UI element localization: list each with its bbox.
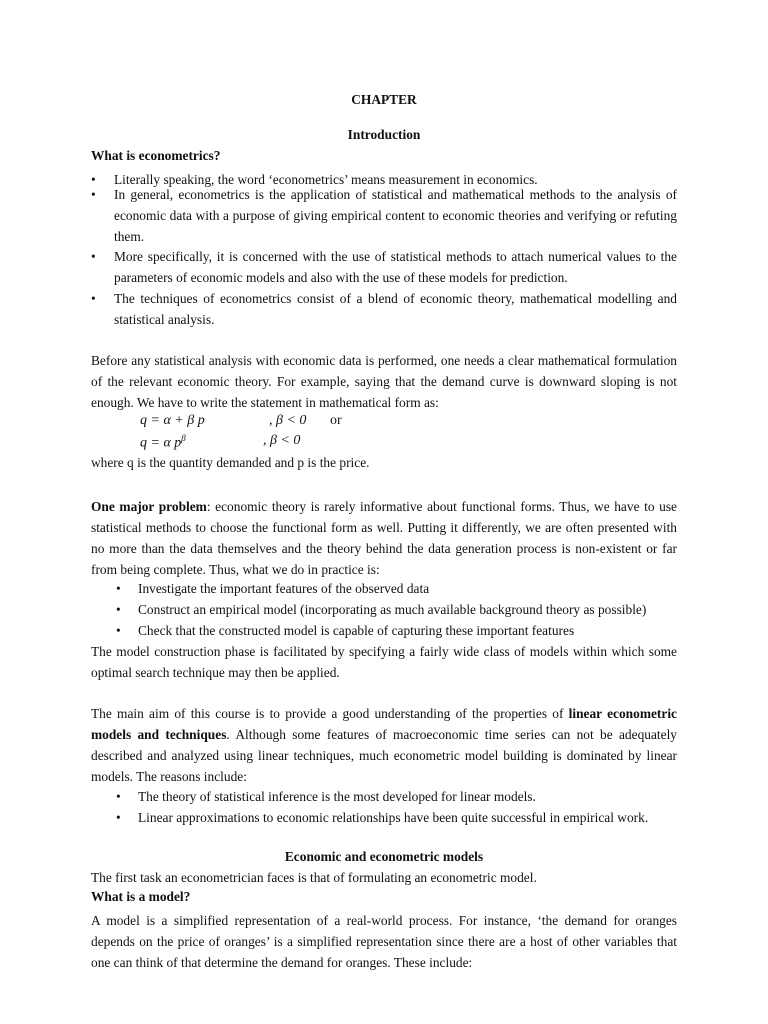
- main-aim-text-end: . Although some features of macroeconomic time series can not be adequately described and analyzed using linear techniques, much econometric model building is dominated by linear models. The reasons include:: [91, 727, 677, 784]
- paragraph-formulation: Before any statistical analysis with economic data is performed, one needs a clear mathematical formulation of the relevant economic theory. For example, saying that the demand curve is downward sloping is not enough. We have to write the statement in mathematical form as:: [91, 353, 677, 410]
- equation-power-base: q = α p: [140, 435, 182, 451]
- major-problem-text: : economic theory is rarely informative about functional forms. Thus, we have to use statistical methods to choose the functional form as well. Putting it differently, we are often presented with no more than the data themselves and the theory behind the data generation process is non-existent or far from being complete. Thus, what we do in practice is:: [91, 499, 677, 577]
- bullet-glyph: •: [91, 249, 96, 264]
- paragraph-first-task: The first task an econometrician faces is that of formulating an econometric model.: [91, 870, 537, 885]
- main-aim-text-start: The main aim of this course is to provide a good understanding of the properties of: [91, 706, 569, 721]
- question-what-is-a-model: What is a model?: [91, 889, 191, 904]
- equation-linear-expression: q = α + β p: [140, 413, 205, 428]
- bullet-glyph: •: [116, 581, 121, 596]
- major-problem-label: One major problem: [91, 499, 207, 514]
- section-heading-models: Economic and econometric models: [284, 849, 484, 864]
- introduction-heading: Introduction: [347, 127, 421, 142]
- bullet-glyph: •: [91, 187, 96, 202]
- bullet-glyph: •: [116, 789, 121, 804]
- equation-power-exponent: β: [181, 433, 186, 443]
- list-item-text: Check that the constructed model is capable of capturing these important features: [138, 623, 575, 638]
- equation-or: or: [330, 413, 342, 428]
- list-item-text: Construct an empirical model (incorporating as much available background theory as possible): [138, 602, 647, 617]
- paragraph-where: where q is the quantity demanded and p is the price.: [91, 455, 370, 470]
- bullet-glyph: •: [116, 623, 121, 638]
- list-item-text: Literally speaking, the word ‘econometrics’ means measurement in economics.: [114, 172, 538, 187]
- list-item-text: The techniques of econometrics consist of a blend of economic theory, mathematical modelling and statistical analysis.: [114, 291, 677, 327]
- list-item-text: In general, econometrics is the application of statistical and mathematical methods to the analysis of economic data with a purpose of giving empirical content to economic theories and verifying or refuting them.: [114, 187, 677, 244]
- paragraph-model-definition: A model is a simplified representation of a real-world process. For instance, ‘the demand for oranges depends on the price of oranges’ is a simplified representation since there are a host of other variables that one can think of that determine the demand for oranges. These include:: [91, 913, 677, 970]
- list-item-text: More specifically, it is concerned with the use of statistical methods to attach numerical values to the parameters of economic models and also with the use of these models for prediction.: [114, 249, 677, 285]
- bullet-glyph: •: [116, 602, 121, 617]
- equation-power-expression: [140, 433, 186, 452]
- chapter-heading: CHAPTER: [351, 92, 417, 107]
- equation-linear-condition: , β < 0: [269, 413, 307, 428]
- paragraph-major-problem: [91, 496, 677, 580]
- main-aim-bold: linear econometric models and techniques: [91, 706, 677, 742]
- list-item-text: The theory of statistical inference is the most developed for linear models.: [138, 789, 536, 804]
- bullet-glyph: •: [91, 291, 96, 306]
- question-what-is-econometrics: What is econometrics?: [91, 148, 221, 163]
- paragraph-model-construction: The model construction phase is facilitated by specifying a fairly wide class of models within which some optimal search technique may then be applied.: [91, 644, 677, 680]
- list-item-text: Investigate the important features of the observed data: [138, 581, 430, 596]
- equation-power-condition: , β < 0: [263, 433, 301, 448]
- list-item-text: Linear approximations to economic relationships have been quite successful in empirical work.: [138, 810, 649, 825]
- paragraph-main-aim: [91, 703, 677, 787]
- bullet-glyph: •: [116, 810, 121, 825]
- bullet-glyph: •: [91, 172, 96, 187]
